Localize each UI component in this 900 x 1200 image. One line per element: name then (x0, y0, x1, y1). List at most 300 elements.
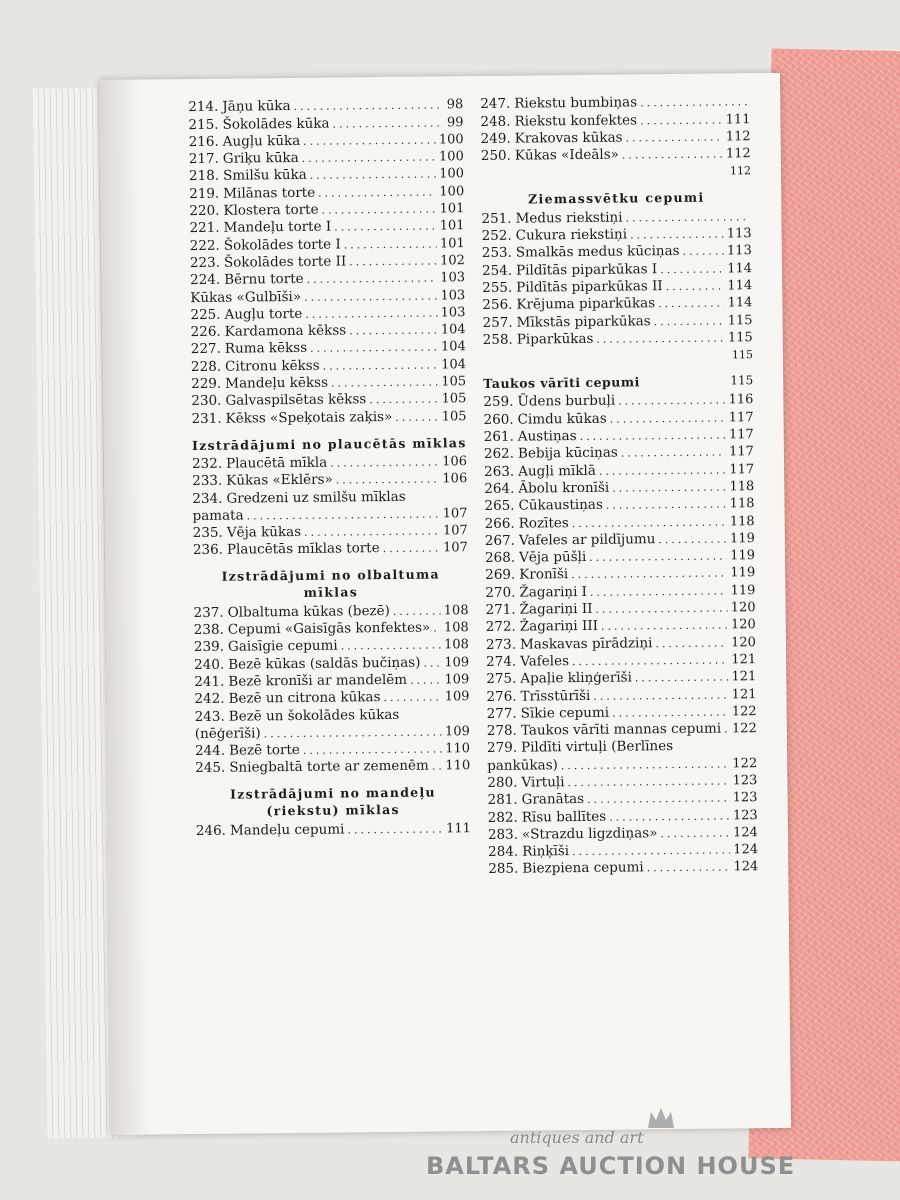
toc-entry (483, 409, 753, 429)
page-number: 100 (438, 149, 464, 165)
page-number: 108 (444, 637, 470, 653)
page-number: 119 (730, 582, 756, 599)
leader-dots (304, 524, 440, 541)
page-number: 114 (727, 260, 753, 277)
leader-dots (305, 305, 437, 322)
page-number: 115 (727, 330, 753, 346)
toc-entry (482, 225, 752, 245)
entry-title: Medus riekstiņi (515, 209, 623, 227)
entry-number: 254. (481, 262, 513, 279)
toc-entry (486, 685, 756, 705)
page-number: 105 (441, 391, 467, 407)
page-number: 115 (731, 348, 753, 362)
entry-title: Kēkss «Speķotais zaķis» (225, 408, 393, 427)
entry-title: Plaucētā mīkla (226, 454, 328, 472)
entry-title: Ūdens burbuļi (517, 393, 616, 411)
entry-number: 273. (485, 636, 517, 653)
page-number: 122 (732, 755, 758, 772)
page-number: 123 (732, 773, 758, 789)
toc-entry (190, 235, 465, 255)
leader-dots (336, 472, 440, 489)
leader-dots (264, 724, 442, 742)
page-number: 107 (442, 523, 468, 539)
page-number: 100 (439, 166, 465, 182)
leader-dots (625, 129, 722, 146)
entry-title: Cukura riekstiņi (515, 226, 628, 244)
entry-number: 234. (192, 490, 223, 507)
entry-number: 251. (481, 210, 512, 227)
entry-title: Augļi mīklā (518, 462, 596, 480)
entry-number: 222. (189, 237, 220, 254)
page-number: 107 (443, 540, 469, 556)
watermark-tagline: antiques and art (510, 1128, 644, 1147)
entry-number: 269. (485, 567, 516, 584)
entry-title: Jāņu kūka (222, 98, 291, 116)
entry-number: 244. (194, 742, 226, 760)
leader-dots (432, 759, 443, 775)
page-number: 98 (446, 97, 464, 113)
page-number: 124 (733, 859, 759, 875)
entry-title: Griķu kūka (222, 150, 299, 167)
leader-dots (344, 236, 437, 253)
toc-entry (192, 470, 467, 490)
entry-number: 240. (194, 656, 225, 673)
page-number: 122 (731, 721, 757, 737)
page-number: 101 (439, 235, 465, 252)
entry-number: 241. (194, 673, 225, 690)
leader-dots (606, 497, 727, 514)
leader-dots (294, 98, 444, 116)
leader-dots (587, 791, 730, 808)
toc-entry (484, 426, 754, 446)
entry-number: 281. (487, 791, 518, 809)
entry-title: Kardamona kēkss (224, 322, 347, 340)
leader-dots (334, 219, 437, 236)
entry-number: 225. (190, 306, 221, 323)
entry-number: 229. (191, 375, 222, 393)
toc-entry (189, 165, 464, 185)
entry-title: Granātas (521, 791, 585, 808)
entry-title: Pildītās piparkūkas II (516, 278, 663, 296)
toc-entry (487, 772, 757, 792)
leader-dots (247, 506, 440, 524)
entry-number: 252. (481, 227, 512, 245)
entry-number: 231. (191, 410, 222, 427)
entry-title: Riekstu konfektes (514, 111, 638, 130)
entry-title: Bezē un citrona kūkas (228, 689, 381, 707)
page-number: 120 (731, 634, 757, 651)
toc-entry (485, 564, 755, 584)
toc-entry (189, 183, 464, 203)
entry-title: Gaisīgie cepumi (227, 637, 338, 656)
toc-entry (189, 148, 464, 168)
entry-title: Riekstu bumbiņas (514, 94, 638, 112)
entry-title: Rozītes (518, 514, 569, 532)
leader-dots (622, 147, 723, 164)
entry-number: 228. (190, 358, 222, 375)
toc-entry (485, 547, 755, 567)
section-heading-text: Taukos vārīti cepumi (483, 374, 640, 392)
toc-entry (188, 113, 463, 133)
entry-title: Ruma kēkss (224, 340, 308, 358)
page-number: 104 (441, 356, 467, 373)
toc-entry (190, 286, 465, 306)
toc-entry (194, 636, 469, 656)
entry-title: pamata (192, 507, 244, 524)
entry-number: 249. (480, 130, 511, 147)
entry-title: Vēja pūšļi (519, 549, 587, 566)
section-heading: Ziemassvētku cepumi (527, 190, 705, 208)
toc-entry (482, 260, 752, 280)
page-number: 103 (440, 270, 466, 286)
entry-number: 270. (485, 584, 516, 601)
page-number: 115 (730, 373, 754, 388)
entry-number: 215. (188, 116, 219, 133)
leader-dots (318, 184, 436, 201)
toc-entry (486, 668, 756, 688)
toc-entry (488, 841, 758, 861)
entry-title: Mandeļu kēkss (225, 374, 329, 392)
page-number: 102 (440, 253, 465, 269)
leader-dots (561, 756, 730, 774)
page-number: 120 (730, 600, 756, 616)
entry-title: Bezē un šokolādes kūkas (228, 706, 400, 725)
toc-entry (482, 277, 752, 297)
entry-title: «Strazdu ligzdiņas» (521, 825, 658, 843)
entry-title: Bērnu torte (224, 271, 304, 288)
page-number: 122 (731, 703, 757, 720)
page-number: 121 (731, 686, 757, 702)
toc-entry (194, 671, 469, 691)
entry-title: Cepumi «Gaisīgās konfektes» (227, 619, 431, 638)
book-page (100, 73, 791, 1135)
toc-entry (484, 461, 754, 481)
entry-number: 266. (484, 515, 515, 532)
leader-dots (625, 209, 748, 226)
page-number: 117 (729, 461, 755, 478)
leader-dots (433, 620, 441, 636)
page-number: 103 (440, 305, 466, 321)
toc-entry (482, 242, 752, 262)
page-number: 107 (442, 506, 468, 522)
toc-entry (190, 304, 465, 324)
page-number: 117 (728, 427, 754, 443)
entry-title: Ābolu kronīši (518, 479, 610, 497)
entry-title: Mīkstās piparkūkas (516, 312, 651, 331)
toc-entry (486, 616, 756, 636)
entry-number: 245. (195, 760, 226, 777)
page-number: 119 (730, 565, 756, 581)
entry-number: 260. (483, 411, 514, 428)
toc-entry (481, 162, 751, 182)
page-number: 108 (443, 620, 469, 636)
entry-number: 239. (193, 639, 225, 656)
entry-title: Trīsstūrīši (520, 687, 591, 705)
entry-number: 232. (191, 455, 223, 472)
entry-number: 258. (482, 331, 513, 348)
entry-title: Smilšu kūka (222, 167, 307, 185)
entry-title: Cimdu kūkas (517, 410, 607, 428)
entry-number: 238. (193, 621, 224, 639)
leader-dots (609, 808, 730, 825)
entry-number: 272. (485, 618, 516, 636)
entry-number: 227. (190, 341, 221, 358)
page-number: 109 (444, 672, 470, 688)
leader-dots (332, 115, 444, 132)
entry-number: 285. (488, 861, 519, 878)
page-number: 106 (442, 454, 468, 470)
entry-title: Vafeles (520, 653, 570, 670)
toc-entry (194, 653, 469, 673)
entry-title: Kūkas «Ideāls» (514, 146, 619, 164)
entry-title: Žagariņi I (519, 583, 588, 601)
toc-entry (193, 522, 468, 542)
entry-title: Žagariņi II (519, 600, 593, 618)
page-number: 112 (725, 146, 751, 162)
entry-title: Sīkie cepumi (520, 704, 610, 722)
toc-entry (487, 755, 757, 775)
section-heading (483, 372, 753, 392)
leader-dots (423, 655, 441, 671)
entry-title: Smalkās medus kūciņas (515, 243, 680, 262)
leader-dots (593, 687, 728, 704)
entry-number: 235. (192, 524, 223, 542)
leader-dots (571, 566, 727, 584)
entry-number: 217. (188, 150, 219, 168)
toc-entry (191, 390, 466, 410)
toc-entry (189, 200, 464, 220)
toc-entry (190, 269, 465, 289)
page-number: 118 (729, 479, 755, 495)
page-number: 120 (730, 617, 756, 633)
entry-title: Mandeļu torte I (223, 218, 332, 237)
section-heading: Izstrādājumi no olbaltuma mīklas (221, 566, 440, 601)
entry-title: Biezpiena cepumi (522, 859, 644, 878)
page-number: 121 (731, 669, 757, 685)
toc-entry (486, 651, 756, 671)
entry-title: Vafeles ar pildījumu (518, 531, 656, 549)
entry-title: Gredzeni uz smilšu mīklas (226, 488, 406, 507)
leader-dots (393, 603, 441, 620)
leader-dots (347, 821, 443, 838)
entry-number: 220. (189, 202, 220, 220)
toc-entry (189, 131, 464, 151)
entry-title: Kūkas «Eklērs» (226, 471, 333, 489)
toc-entry (487, 720, 757, 740)
leader-dots (590, 583, 728, 600)
page-number: 105 (441, 408, 467, 425)
toc-entry (481, 208, 751, 228)
toc-entry (192, 505, 467, 525)
entry-title: Šokolādes kūka (222, 115, 330, 133)
toc-entry (487, 789, 757, 809)
entry-title: Olbaltuma kūkas (bezē) (227, 602, 390, 621)
crown-icon (646, 1106, 676, 1130)
page-number: 106 (442, 471, 468, 487)
page-number: 111 (725, 111, 751, 128)
leader-dots (610, 410, 726, 427)
entry-title: Rīsu ballītes (521, 808, 607, 826)
entry-number: 279. (486, 740, 518, 757)
toc-entry (191, 373, 466, 393)
leader-dots (369, 392, 438, 409)
leader-dots (635, 670, 729, 687)
entry-title: Sniegbaltā torte ar zemenēm (229, 757, 429, 777)
page-number: 117 (728, 409, 754, 426)
leader-dots (349, 323, 438, 340)
entry-number: 221. (189, 220, 220, 237)
entry-number: 230. (191, 393, 222, 410)
toc-entry (480, 110, 750, 130)
page-number: 99 (446, 114, 464, 130)
leader-dots (323, 357, 439, 374)
page-number: 104 (440, 322, 466, 338)
entry-number: 224. (190, 272, 221, 289)
leader-dots (654, 313, 725, 330)
toc-entry (195, 723, 470, 743)
entry-title: Pildīti virtuļi (Berlīnes (520, 738, 674, 757)
leader-dots (331, 375, 439, 392)
leader-dots (383, 541, 441, 558)
entry-number: 233. (192, 472, 223, 490)
entry-number: 261. (483, 428, 514, 446)
leader-dots (660, 261, 724, 278)
entry-title: (nēģerīši) (194, 725, 261, 742)
toc-entry (481, 128, 751, 148)
page-number: 112 (725, 129, 751, 145)
page-number: 112 (729, 164, 752, 178)
page-number: 113 (726, 243, 752, 259)
entry-number: 274. (486, 653, 517, 670)
leader-dots (572, 652, 728, 670)
toc-entry (480, 93, 750, 113)
entry-title: Plaucētās mīklas torte (226, 540, 380, 559)
entry-title: Šokolādes torte I (223, 236, 341, 254)
entry-title: Krakovas kūkas (514, 129, 623, 147)
page-number: 104 (440, 339, 466, 355)
entry-title: Augļu torte (224, 305, 303, 323)
toc-entry (191, 338, 466, 358)
toc-entry (188, 96, 463, 116)
toc-entry (488, 806, 758, 826)
entry-title: Mandeļu cepumi (229, 821, 345, 839)
entry-number: 243. (194, 708, 225, 725)
page-number: 116 (728, 392, 754, 408)
leader-dots (330, 454, 439, 471)
leader-dots (395, 409, 439, 425)
leader-dots (621, 445, 726, 462)
entry-title: Austiņas (517, 428, 577, 445)
entry-number: 250. (480, 147, 511, 165)
toc-entry (485, 599, 755, 619)
page-number: 111 (445, 820, 471, 837)
entry-title: pankūkas) (487, 756, 558, 774)
entry-number: 282. (487, 809, 518, 826)
entry-title: Virtuļi (521, 774, 565, 791)
leader-dots (655, 635, 728, 652)
leader-dots (307, 271, 438, 288)
page-number: 119 (730, 548, 756, 564)
entry-number: 268. (484, 549, 516, 567)
toc-entry (191, 356, 466, 376)
leader-dots (724, 722, 729, 738)
leader-dots (601, 618, 728, 635)
page-number: 123 (732, 790, 758, 806)
entry-number: 255. (482, 279, 513, 296)
entry-number: 271. (485, 601, 516, 619)
leader-dots (321, 202, 436, 219)
page-number: 121 (731, 652, 757, 668)
page-number: 115 (727, 312, 753, 329)
entry-title: Maskavas pīrādziņi (519, 634, 653, 653)
toc-entry (484, 478, 754, 498)
entry-title: Augļu kūka (222, 132, 301, 150)
entry-title: Klostera torte (223, 201, 319, 219)
entry-title: Krējuma piparkūkas (516, 295, 656, 313)
page-number: 110 (445, 741, 471, 757)
page-number: 109 (444, 689, 470, 705)
toc-entry (190, 252, 465, 272)
page-number: 101 (439, 218, 465, 234)
toc-entry (484, 443, 754, 463)
leader-dots (682, 244, 724, 260)
toc-entry (482, 311, 752, 331)
leader-dots (341, 638, 442, 655)
entry-number: 236. (192, 542, 224, 559)
entry-number: 280. (487, 774, 518, 791)
entry-number: 257. (482, 314, 513, 331)
leader-dots (567, 773, 729, 791)
entry-number: 275. (486, 670, 517, 688)
page-number: 109 (444, 654, 470, 671)
page-number: 113 (726, 226, 752, 242)
entry-title: Piparkūkas (516, 330, 594, 348)
entry-title: Šokolādes torte II (223, 253, 347, 271)
leader-dots (410, 672, 442, 688)
leader-dots (580, 428, 726, 446)
entry-title: Bebija kūciņas (517, 444, 618, 462)
toc-entry (196, 820, 471, 840)
entry-title: Bezē torte (229, 742, 300, 759)
entry-number: 265. (484, 497, 515, 515)
leader-dots (630, 227, 724, 244)
entry-number: 278. (486, 722, 517, 740)
entry-number: 259. (483, 394, 514, 411)
leader-dots (383, 690, 441, 707)
toc-entry (194, 688, 469, 708)
toc-entry (195, 757, 470, 777)
watermark-name: BALTARS AUCTION HOUSE (426, 1152, 796, 1180)
entry-number: 218. (188, 168, 220, 185)
toc-left-column (188, 96, 471, 840)
toc-entry (484, 495, 754, 515)
entry-number: 264. (484, 480, 515, 497)
page-number: 103 (440, 287, 466, 304)
entry-title: Bezē kūkas (saldās bučiņas) (228, 654, 421, 673)
toc-right-column (480, 93, 758, 878)
page-number: 118 (729, 496, 755, 512)
leader-dots (640, 112, 723, 129)
entry-number: 284. (488, 843, 519, 861)
leader-dots (660, 825, 730, 842)
leader-dots (618, 393, 726, 410)
entry-number: 223. (189, 254, 221, 272)
toc-entry (191, 321, 466, 341)
page-number: 101 (439, 201, 465, 217)
toc-entry (488, 858, 758, 878)
leader-dots (302, 150, 436, 167)
leader-dots (666, 278, 725, 295)
